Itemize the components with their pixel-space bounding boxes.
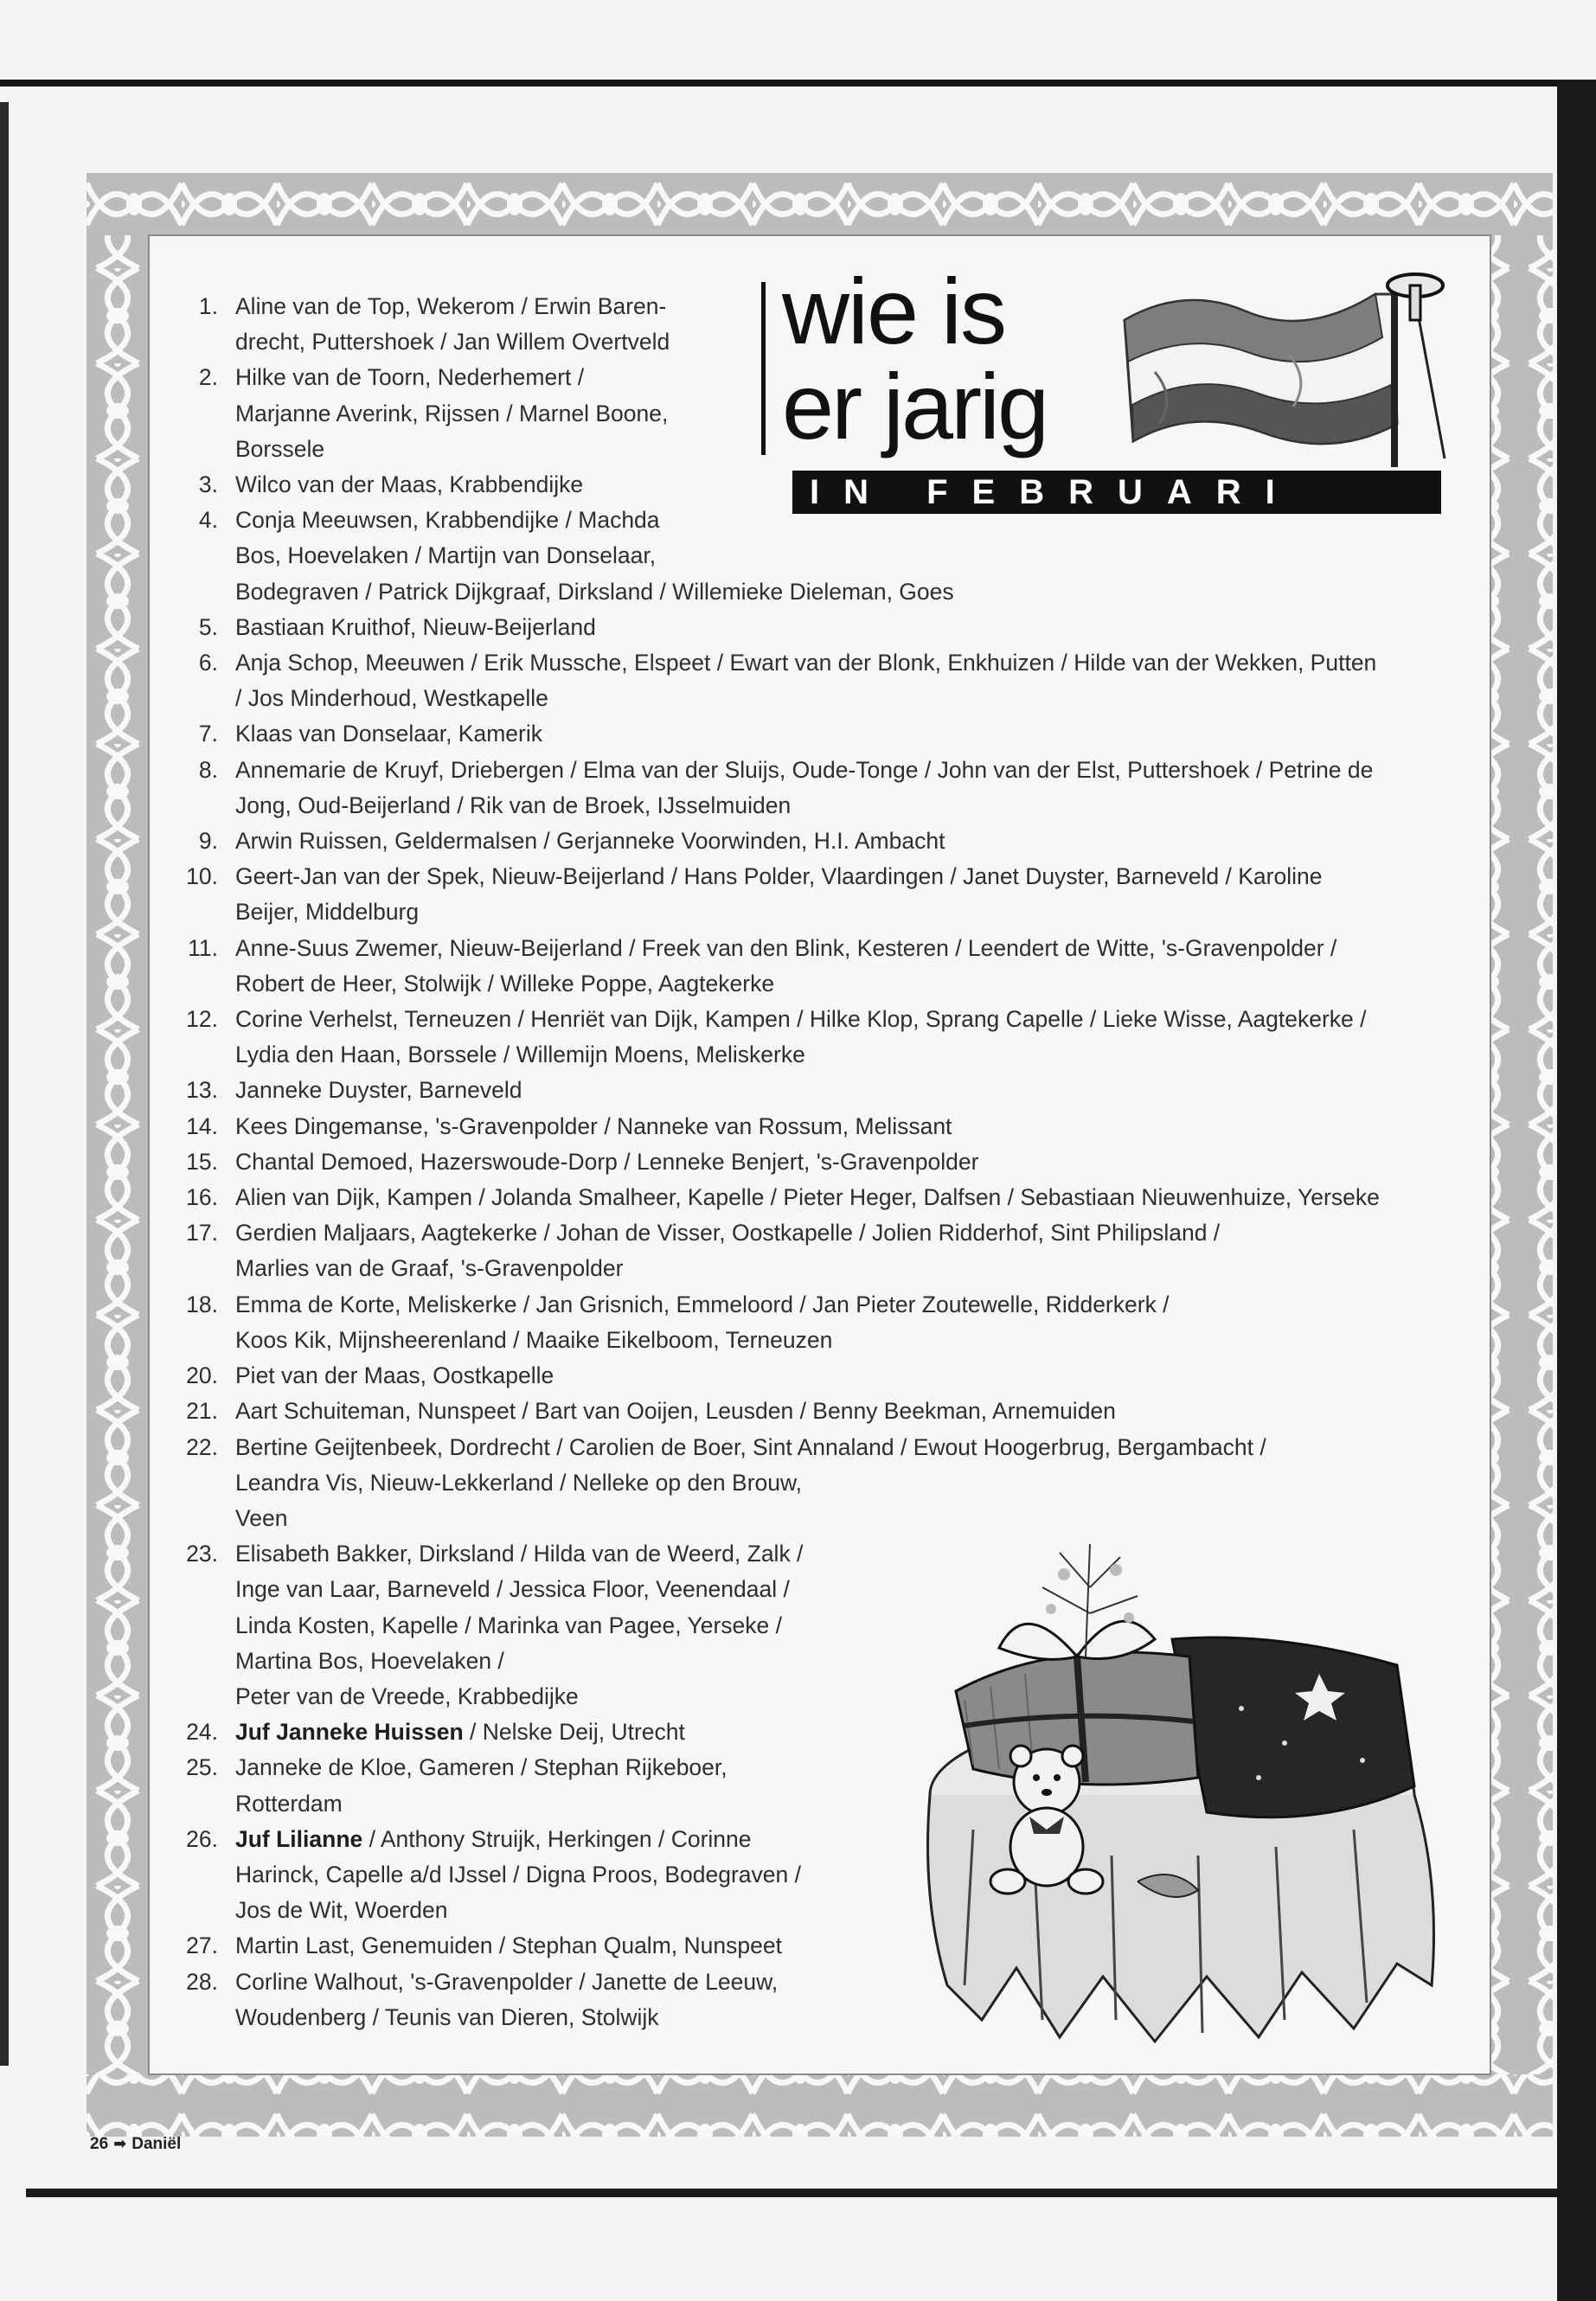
- entry-text: Woudenberg / Teunis van Dieren, Stolwijk: [235, 2003, 659, 2030]
- entry-text: Anja Schop, Meeuwen / Erik Mussche, Elspeet / Ewart van der Blonk, Enkhuizen / Hilde van der Wekken, Putten: [235, 650, 1377, 676]
- entry-number: 9.: [198, 828, 218, 855]
- title-block: [761, 260, 1466, 519]
- entry-text: Annemarie de Kruyf, Driebergen / Elma van der Sluijs, Oude-Tonge / John van der Elst, Puttershoek / Petrine de: [235, 756, 1374, 783]
- title-line-1: wie is: [782, 259, 1006, 363]
- entry-number: 26.: [186, 1825, 218, 1852]
- entry-number: 28.: [186, 1968, 218, 1995]
- entry-number: 7.: [198, 721, 218, 747]
- entry-number: 15.: [186, 1148, 218, 1175]
- entry-text: Bos, Hoevelaken / Martijn van Donselaar,: [235, 542, 657, 569]
- entry-number: 8.: [198, 756, 218, 783]
- entry-number: 5.: [198, 613, 218, 640]
- entry-text: Janneke Duyster, Barneveld: [235, 1077, 522, 1104]
- entry-number: 13.: [186, 1077, 218, 1104]
- entry-number: 24.: [186, 1719, 218, 1746]
- month-banner: IN FEBRUARI: [792, 471, 1441, 514]
- entry-text: Kees Dingemanse, 's-Gravenpolder / Nanneke van Rossum, Melissant: [235, 1112, 952, 1139]
- list-item: [156, 1002, 1479, 1073]
- entry-text: Veen: [235, 1504, 288, 1531]
- entry-text: Arwin Ruissen, Geldermalsen / Gerjanneke Voorwinden, H.I. Ambacht: [235, 828, 945, 855]
- entry-text: Elisabeth Bakker, Dirksland / Hilda van de Weerd, Zalk /: [235, 1541, 804, 1567]
- list-item: [156, 1430, 1479, 1537]
- entry-text: Geert-Jan van der Spek, Nieuw-Beijerland / Hans Polder, Vlaardingen / Janet Duyster, Barneveld / Karoline: [235, 863, 1323, 890]
- entry-text: Aart Schuiteman, Nunspeet / Bart van Ooijen, Leusden / Benny Beekman, Arnemuiden: [235, 1398, 1116, 1425]
- entry-text: Emma de Korte, Meliskerke / Jan Grisnich, Emmeloord / Jan Pieter Zoutewelle, Ridderkerk /: [235, 1291, 1170, 1317]
- entry-text: Jong, Oud-Beijerland / Rik van de Broek, IJsselmuiden: [235, 792, 792, 818]
- entry-text: Janneke de Kloe, Gameren / Stephan Rijkeboer,: [235, 1754, 727, 1781]
- entry-text: Rotterdam: [235, 1790, 343, 1817]
- entry-text: Beijer, Middelburg: [235, 899, 420, 926]
- list-item: [156, 716, 1479, 752]
- entry-highlight-name: Juf Lilianne: [235, 1825, 363, 1852]
- entry-text: Gerdien Maljaars, Aagtekerke / Johan de Visser, Oostkapelle / Jolien Ridderhof, Sint Philipsland /: [235, 1220, 1221, 1247]
- entry-number: 20.: [186, 1362, 218, 1389]
- entry-text: Bertine Geijtenbeek, Dordrecht / Carolien de Boer, Sint Annaland / Ewout Hoogerbrug, Bergambacht /: [235, 1433, 1266, 1460]
- list-item: [156, 1287, 1479, 1358]
- entry-text: Wilco van der Maas, Krabbendijke: [235, 471, 584, 498]
- page-footer: [90, 2135, 181, 2154]
- scan-edge-left: [0, 102, 9, 2066]
- entry-text: Piet van der Maas, Oostkapelle: [235, 1362, 554, 1389]
- entry-number: 3.: [198, 471, 218, 498]
- list-item: [156, 824, 1479, 859]
- entry-number: 27.: [186, 1932, 218, 1959]
- scan-edge-top: [0, 80, 1596, 87]
- entry-number: 18.: [186, 1291, 218, 1317]
- arrow-right-icon: ➡: [113, 2135, 127, 2152]
- entry-text: Jos de Wit, Woerden: [235, 1897, 448, 1924]
- entry-text: Conja Meeuwsen, Krabbendijke / Machda: [235, 507, 660, 534]
- entry-text: Aline van de Top, Wekerom / Erwin Baren-: [235, 293, 667, 319]
- entry-text: Robert de Heer, Stolwijk / Willeke Poppe, Aagtekerke: [235, 970, 775, 997]
- page-number: 26: [90, 2135, 109, 2153]
- list-item: [156, 931, 1479, 1002]
- entry-text: drecht, Puttershoek / Jan Willem Overtveld: [235, 329, 670, 356]
- entry-text: Bodegraven / Patrick Dijkgraaf, Dirksland / Willemieke Dieleman, Goes: [235, 578, 954, 605]
- entry-text: Alien van Dijk, Kampen / Jolanda Smalheer, Kapelle / Pieter Heger, Dalfsen / Sebastiaan Nieuwenhuize, Yerseke: [235, 1184, 1380, 1211]
- entry-text: / Jos Minderhoud, Westkapelle: [235, 685, 548, 712]
- entry-number: 25.: [186, 1754, 218, 1781]
- entry-text: Koos Kik, Mijnsheerenland / Maaike Eikelboom, Terneuzen: [235, 1326, 833, 1353]
- birthday-cake-illustration: [913, 1535, 1449, 2046]
- entry-number: 6.: [198, 650, 218, 676]
- list-item: [156, 1180, 1479, 1215]
- entry-text: Peter van de Vreede, Krabbedijke: [235, 1682, 579, 1709]
- title-line-2: er jarig: [782, 354, 1048, 458]
- list-item: [156, 1073, 1479, 1108]
- entry-text: Anne-Suus Zwemer, Nieuw-Beijerland / Freek van den Blink, Kesteren / Leendert de Witte, 's-Gravenpolder /: [235, 934, 1337, 961]
- entry-number: 4.: [198, 507, 218, 534]
- entry-text: Martina Bos, Hoevelaken /: [235, 1647, 504, 1674]
- list-item: [156, 1394, 1479, 1429]
- entry-text: / Anthony Struijk, Herkingen / Corinne: [362, 1825, 752, 1852]
- entry-number: 11.: [188, 934, 218, 961]
- title-bracket: [761, 282, 766, 455]
- entry-text: Linda Kosten, Kapelle / Marinka van Pagee, Yerseke /: [235, 1612, 783, 1638]
- entry-number: 17.: [186, 1220, 218, 1247]
- entry-number: 23.: [186, 1541, 218, 1567]
- list-item: [156, 610, 1479, 645]
- list-item: [156, 1109, 1479, 1144]
- list-item: [156, 859, 1479, 930]
- entry-text: Inge van Laar, Barneveld / Jessica Floor, Veenendaal /: [235, 1576, 790, 1603]
- entry-text: Bastiaan Kruithof, Nieuw-Beijerland: [235, 613, 596, 640]
- entry-text: Hilke van de Toorn, Nederhemert /: [235, 364, 585, 391]
- entry-highlight-name: Juf Janneke Huissen: [235, 1719, 464, 1746]
- entry-text: Klaas van Donselaar, Kamerik: [235, 721, 542, 747]
- entry-text: Marjanne Averink, Rijssen / Marnel Boone,: [235, 400, 669, 426]
- scan-edge-bottom: [26, 2189, 1557, 2197]
- entry-number: 21.: [186, 1398, 218, 1425]
- entry-number: 16.: [186, 1184, 218, 1211]
- entry-text: Corine Verhelst, Terneuzen / Henriët van Dijk, Kampen / Hilke Klop, Sprang Capelle / Lieke Wisse, Aagtekerke /: [235, 1006, 1367, 1033]
- flag-on-nail-icon: [1116, 260, 1466, 484]
- entry-number: 2.: [198, 364, 218, 391]
- entry-text: Borssele: [235, 435, 325, 462]
- list-item: [156, 1215, 1479, 1286]
- magazine-name: Daniël: [131, 2135, 182, 2153]
- entry-number: 12.: [186, 1006, 218, 1033]
- list-item: [156, 753, 1479, 824]
- list-item: [156, 645, 1479, 716]
- entry-number: 1.: [198, 293, 218, 319]
- entry-text: Harinck, Capelle a/d IJssel / Digna Proos, Bodegraven /: [235, 1861, 801, 1888]
- entry-text: Marlies van de Graaf, 's-Gravenpolder: [235, 1255, 624, 1282]
- entry-text: Lydia den Haan, Borssele / Willemijn Moens, Meliskerke: [235, 1042, 805, 1068]
- entry-number: 14.: [186, 1112, 218, 1139]
- entry-text: Corline Walhout, 's-Gravenpolder / Janette de Leeuw,: [235, 1968, 779, 1995]
- entry-text: / Nelske Deij, Utrecht: [463, 1719, 685, 1746]
- list-item: [156, 1358, 1479, 1394]
- entry-number: 10.: [186, 863, 218, 890]
- entry-number: 22.: [186, 1433, 218, 1460]
- scan-edge-right: [1557, 80, 1596, 2301]
- entry-text: Martin Last, Genemuiden / Stephan Qualm, Nunspeet: [235, 1932, 782, 1959]
- entry-text: Chantal Demoed, Hazerswoude-Dorp / Lenneke Benjert, 's-Gravenpolder: [235, 1148, 979, 1175]
- entry-text: Leandra Vis, Nieuw-Lekkerland / Nelleke op den Brouw,: [235, 1469, 803, 1496]
- list-item: [156, 1144, 1479, 1180]
